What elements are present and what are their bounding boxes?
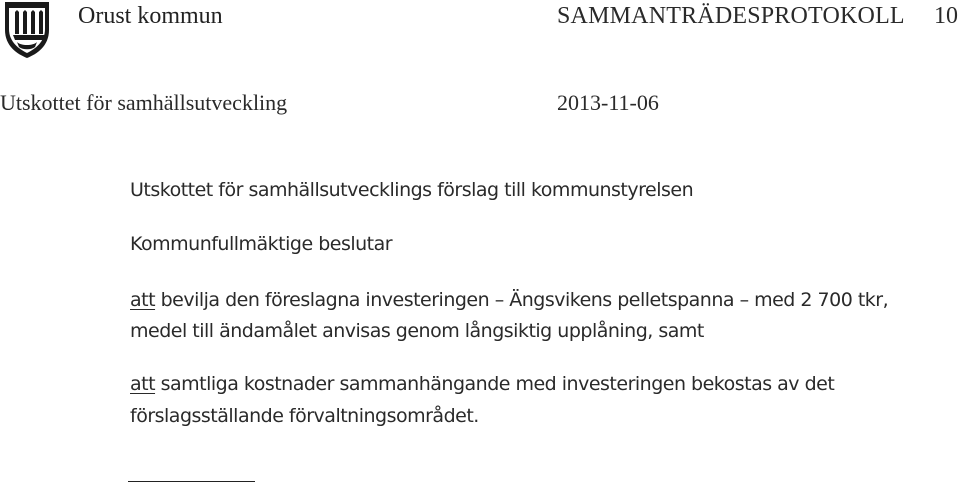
- clause-1-line-2: medel till ändamålet anvisas genom långsiktig upplåning, samt: [130, 320, 704, 342]
- municipality-name: Orust kommun: [78, 3, 223, 29]
- clause-2-line-2: förslagsställande förvaltningsområdet.: [130, 405, 479, 427]
- clause-1-line-1: [130, 289, 888, 311]
- footnote-separator: [128, 481, 255, 482]
- document-type: SAMMANTRÄDESPROTOKOLL: [557, 3, 905, 29]
- clause-text: bevilja den föreslagna investeringen – Ängsvikens pelletspanna – med 2 700 tkr,: [155, 289, 889, 311]
- page-number: 10: [934, 3, 958, 29]
- meeting-date: 2013-11-06: [557, 90, 659, 115]
- clause-text: samtliga kostnader sammanhängande med investeringen bekostas av det: [155, 373, 835, 395]
- proposal-heading: Utskottet för samhällsutvecklings förslag till kommunstyrelsen: [130, 179, 694, 201]
- clause-marker: att: [130, 289, 156, 311]
- clause-marker: att: [130, 373, 156, 395]
- committee-name: Utskottet för samhällsutveckling: [0, 90, 288, 115]
- clause-2-line-1: [130, 373, 834, 395]
- decision-heading: Kommunfullmäktige beslutar: [130, 233, 393, 255]
- coat-of-arms-icon: [3, 0, 51, 60]
